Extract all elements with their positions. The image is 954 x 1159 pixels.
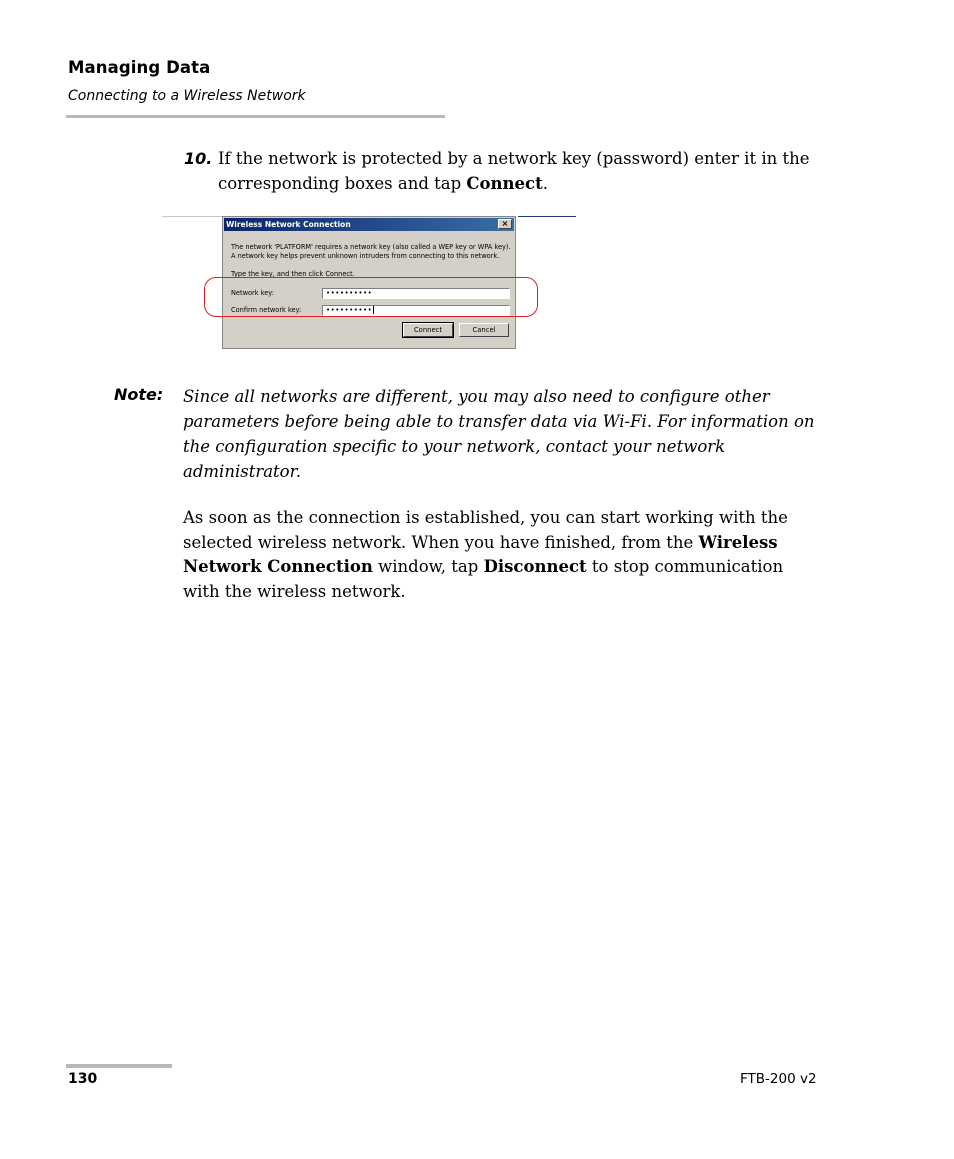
para-bold-disconnect: Disconnect bbox=[483, 557, 587, 576]
dialog-title: Wireless Network Connection bbox=[226, 220, 351, 229]
network-key-label: Network key: bbox=[231, 289, 274, 297]
footer-rule bbox=[66, 1064, 172, 1068]
note-label: Note: bbox=[114, 385, 164, 404]
step-number: 10. bbox=[184, 149, 213, 168]
network-key-value: •••••••••• bbox=[326, 289, 373, 297]
screenshot-edge-left bbox=[162, 216, 222, 217]
key-fields-highlight bbox=[204, 277, 538, 317]
step-bold-connect: Connect bbox=[466, 174, 543, 193]
dialog-instruction: Type the key, and then click Connect. bbox=[231, 270, 355, 278]
note-text: Since all networks are different, you may also need to configure other parameters before being able to transfer data via Wi-Fi. For information on the configuration specific to your network, contact your network administrator. bbox=[183, 387, 815, 481]
confirm-key-label: Confirm network key: bbox=[231, 306, 302, 314]
header-rule bbox=[66, 115, 445, 118]
step-10 bbox=[184, 146, 834, 196]
para-text-1: As soon as the connection is established, you can start working with the selected wireless network. When you have finished, from the bbox=[183, 508, 788, 552]
step-text-after: . bbox=[542, 174, 548, 193]
para-text-2: window, tap bbox=[372, 557, 484, 576]
screenshot-edge-right bbox=[518, 216, 576, 217]
para-bold-window: Wireless Network Connection bbox=[183, 532, 778, 576]
page-number: 130 bbox=[68, 1071, 98, 1087]
dialog-screenshot bbox=[162, 214, 576, 354]
step-text-before: If the network is protected by a network key (password) enter it in the corresponding boxes and tap bbox=[218, 149, 810, 193]
step-text bbox=[218, 146, 834, 196]
section-title: Managing Data bbox=[68, 58, 211, 77]
close-icon[interactable]: × bbox=[498, 219, 512, 229]
dialog-message: The network 'PLATFORM' requires a network key (also called a WEP key or WPA key). A network key helps prevent unknown intruders from connecting to this network. bbox=[231, 243, 511, 260]
confirm-key-value: •••••••••• bbox=[326, 306, 373, 314]
para-text-3: to stop communication with the wireless network. bbox=[183, 557, 784, 601]
connect-button[interactable]: Connect bbox=[403, 323, 453, 337]
section-subtitle: Connecting to a Wireless Network bbox=[68, 88, 306, 104]
dialog-titlebar bbox=[224, 218, 514, 231]
body-paragraph bbox=[183, 506, 823, 604]
product-name: FTB-200 v2 bbox=[740, 1071, 817, 1087]
cancel-button[interactable]: Cancel bbox=[459, 323, 509, 337]
